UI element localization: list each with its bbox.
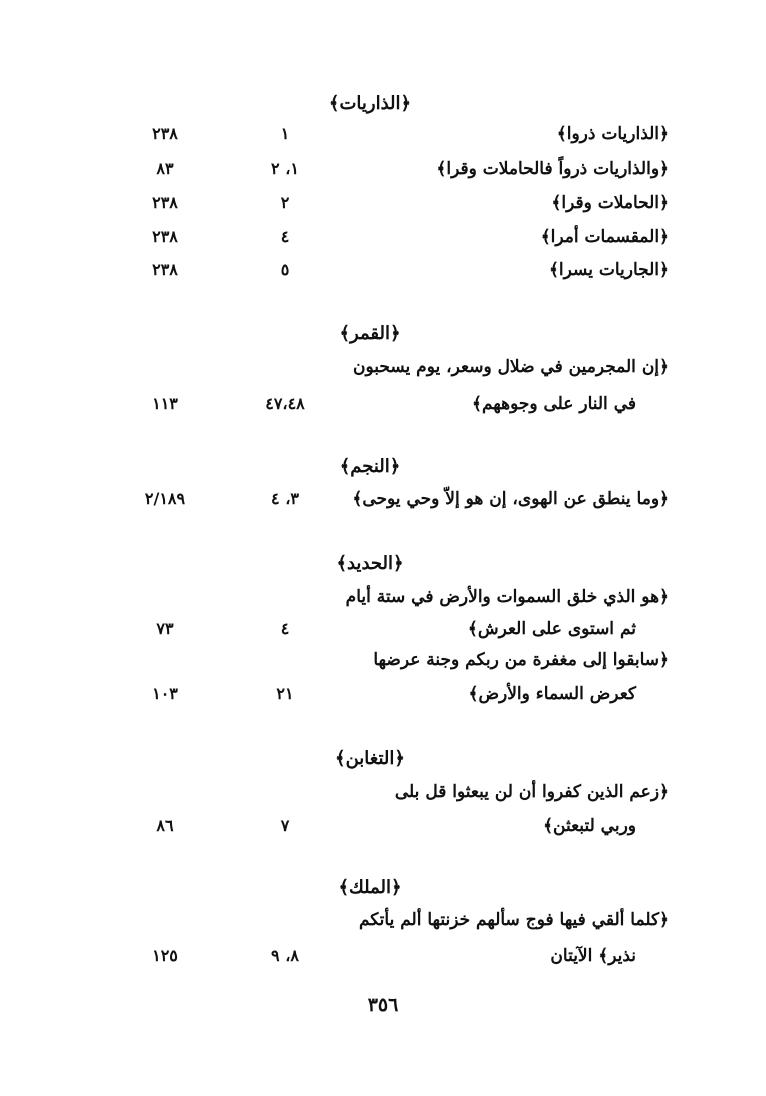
page-ref: ٢/١٨٩ [144,489,186,508]
sura-title-an-najm: ﴿النجم﴾ [339,456,401,477]
ayah-number: ٣، ٤ [271,489,299,508]
verse-text-continued: في النار على وجوههم﴾ [472,394,636,414]
verse-text-continued: كعرض السماء والأرض﴾ [468,684,636,704]
table-row [0,154,766,184]
ayah-number: ٧ [280,816,290,835]
page-ref: ٨٦ [156,816,174,835]
page-ref: ١٢٥ [152,946,178,965]
table-row [0,352,766,382]
sura-title-at-taghabun: ﴿التغابن﴾ [335,748,405,769]
table-row [0,941,766,971]
ayah-number: ٨، ٩ [271,946,299,965]
verse-text: ﴿الذاريات ذروا﴾ [556,124,669,144]
page-ref: ٢٣٨ [152,193,178,212]
verse-text: ﴿هو الذي خلق السموات والأرض في ستة أيام [345,587,669,607]
page-ref: ٢٣٨ [152,260,178,279]
table-row [0,679,766,709]
ayah-number: ٢ [280,193,290,212]
page-ref: ٨٣ [156,159,174,178]
table-row [0,582,766,612]
page-number: ٣٥٦ [367,994,399,1016]
verse-text: ﴿وما ينطق عن الهوى، إن هو إلاّ وحي يوحى﴾ [352,489,669,509]
verse-text: ﴿زعم الذين كفروا أن لن يبعثوا قل بلى [394,782,669,802]
table-row [0,188,766,218]
table-row [0,484,766,514]
verse-text: ﴿كلما ألقي فيها فوج سألهم خزنتها ألم يأتكم [358,910,669,930]
table-row [0,119,766,149]
verse-text: ﴿سابقوا إلى مغفرة من ربكم وجنة عرضها [373,650,669,670]
ayah-number: ٥ [280,260,290,279]
page-ref: ٢٣٨ [152,227,178,246]
verse-text: ﴿المقسمات أمرا﴾ [540,227,669,247]
verse-text: ﴿إن المجرمين في ضلال وسعر، يوم يسحبون [353,357,669,377]
table-row [0,645,766,675]
table-row [0,614,766,644]
page-ref: ١١٣ [152,394,178,413]
table-row [0,255,766,285]
verse-text: ﴿الجاريات يسرا﴾ [548,260,669,280]
table-row [0,777,766,807]
sura-title-adh-dhariyat: ﴿الذاريات﴾ [328,93,412,114]
verse-text-continued: وربي لتبعثن﴾ [543,816,636,836]
verse-text: ﴿والذاريات ذرواً فالحاملات وقرا﴾ [436,159,669,179]
page-ref: ٢٣٨ [152,124,178,143]
verse-text-continued: نذير﴾ الآيتان [550,946,636,966]
table-row [0,811,766,841]
table-row [0,905,766,935]
page-ref: ١٠٣ [152,684,178,703]
page-ref: ٧٣ [156,619,174,638]
table-row [0,389,766,419]
sura-title-al-hadid: ﴿الحديد﴾ [336,553,404,574]
verse-text-continued: ثم استوى على العرش﴾ [467,619,636,639]
ayah-number: ٤ [280,619,290,638]
ayah-number: ٤٧،٤٨ [265,394,305,413]
verse-text: ﴿الحاملات وقرا﴾ [551,193,669,213]
table-row [0,222,766,252]
ayah-number: ١ [280,124,290,143]
ayah-number: ١، ٢ [271,159,299,178]
ayah-number: ٢١ [276,684,294,703]
sura-title-al-mulk: ﴿الملك﴾ [338,877,402,898]
ayah-number: ٤ [280,227,290,246]
sura-title-al-qamar: ﴿القمر﴾ [339,323,401,344]
